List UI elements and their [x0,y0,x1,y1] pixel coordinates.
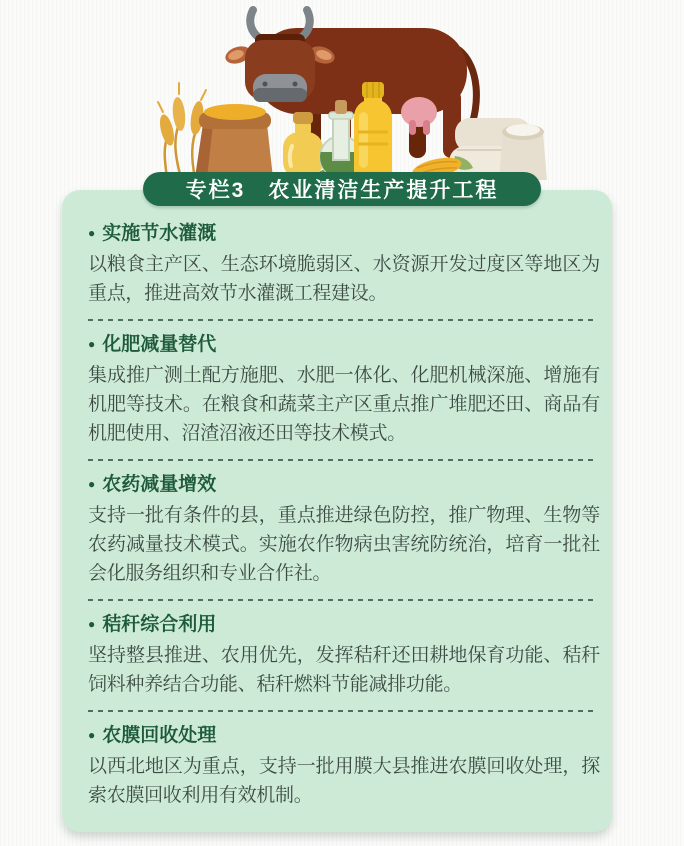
section-title-text: 化肥减量替代 [102,334,217,355]
bullet-icon: ● [88,728,96,742]
card-section [88,222,600,321]
section-title-text: 秸秆综合利用 [102,614,217,635]
banner-title: 专栏3 农业清洁生产提升工程 [185,179,499,202]
dashed-divider [88,319,594,321]
dashed-divider [88,599,594,601]
section-title-text: 农膜回收处理 [102,725,217,746]
section-title-text: 农药减量增效 [102,474,217,495]
section-list [88,222,600,810]
section-body: 坚持整县推进、农用优先，发挥秸秆还田耕地保育功能、秸秆饲料种养结合功能、秸秆燃料节能减排功能。 [88,645,600,695]
section-title [88,473,600,496]
bullet-icon: ● [88,337,96,351]
section-body: 支持一批有条件的县，重点推进绿色防控，推广物理、生物等农药减量技术模式。实施农作物病虫害统防统治，培育一批社会化服务组织和专业合作社。 [88,505,600,584]
section-body: 集成推广测土配方施肥、水肥一体化、化肥机械深施、增施有机肥等技术。在粮食和蔬菜主产区重点推广堆肥还田、商品有机肥使用、沼渣沼液还田等技术模式。 [88,365,600,444]
section-title [88,222,600,245]
title-banner [143,172,541,206]
bullet-icon: ● [88,477,96,491]
dashed-divider [88,459,594,461]
grain-sack-icon [195,104,273,178]
section-body: 以粮食主产区、生态环境脆弱区、水资源开发过度区等地区为重点，推进高效节水灌溉工程建设。 [88,254,600,304]
section-body: 以西北地区为重点，支持一批用膜大县推进农膜回收处理，探索农膜回收利用有效机制。 [88,756,600,806]
card-section [88,473,600,601]
section-title-text: 实施节水灌溉 [102,223,217,244]
cow-farm-illustration [137,0,547,190]
section-title [88,333,600,356]
dashed-divider [88,710,594,712]
section-title [88,613,600,636]
card-section [88,724,600,810]
bullet-icon: ● [88,617,96,631]
card-section [88,613,600,712]
card-section [88,333,600,461]
bullet-icon: ● [88,226,96,240]
info-card [62,190,612,832]
section-title [88,724,600,747]
